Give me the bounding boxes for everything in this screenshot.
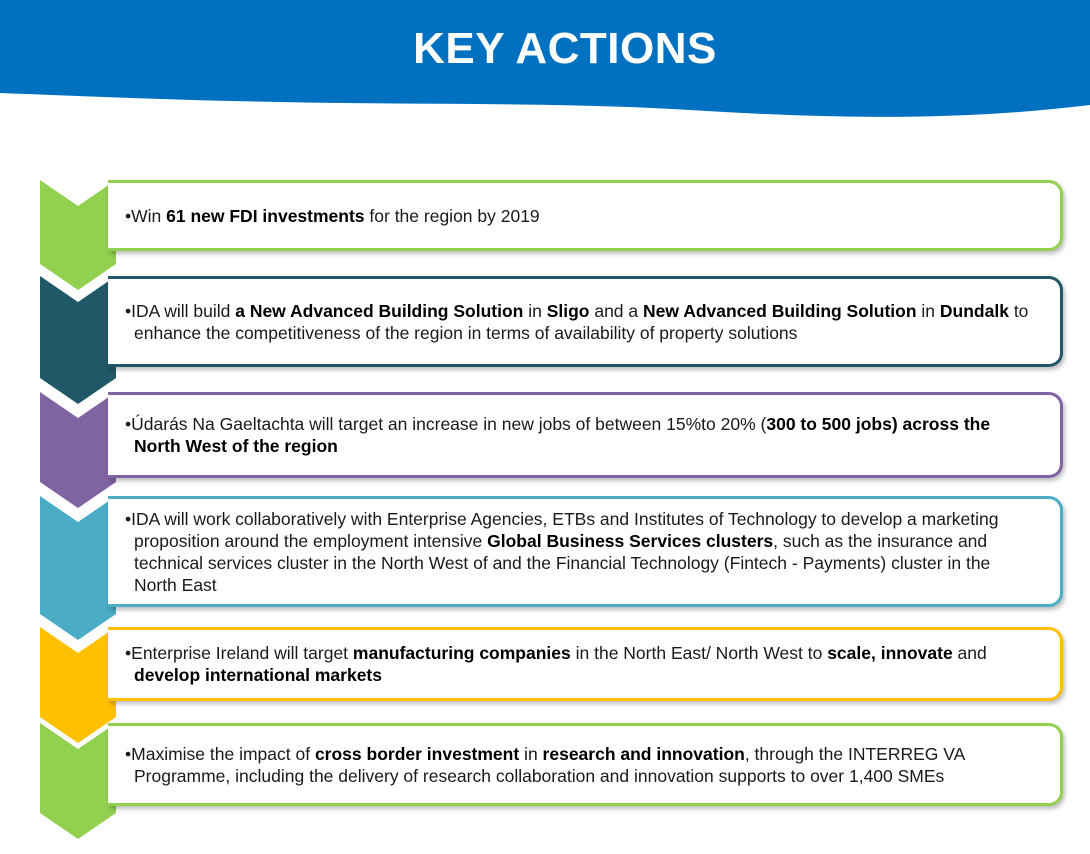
- action-text-bold-run: New Advanced Building Solution: [643, 300, 917, 321]
- action-text-run: , through the INTERREG VA Programme, including the delivery of research collaboration and innovation supports to over 1,400 SMEs: [134, 743, 965, 786]
- chevron-arrow-icon: [40, 392, 116, 508]
- action-text-bold-run: Dundalk: [939, 300, 1009, 321]
- bullet-dot-icon: •: [125, 205, 132, 226]
- action-box: [108, 180, 1063, 251]
- action-text-run: in: [523, 300, 547, 321]
- action-text-run: in: [916, 300, 940, 321]
- bullet-dot-icon: •: [125, 743, 132, 764]
- bullet-dot-icon: •: [125, 643, 132, 663]
- action-text-bold-run: develop international markets: [134, 665, 382, 685]
- action-text: [125, 642, 1036, 686]
- action-item-3: [0, 392, 1090, 508]
- action-text-run: and a: [589, 300, 644, 321]
- bullet-dot-icon: •: [125, 508, 132, 529]
- action-text: [125, 413, 1036, 457]
- action-box: [108, 723, 1063, 806]
- action-box: [108, 496, 1063, 607]
- action-box: [108, 627, 1063, 701]
- action-item-4: [0, 496, 1090, 640]
- action-text: [125, 508, 1036, 596]
- chevron-arrow-icon: [40, 723, 116, 839]
- action-text-run: Údarás Na Gaeltachta will target an increase in new jobs of between 15%to 20% (: [131, 414, 767, 434]
- action-text-run: , such as the insurance and technical services cluster in the North West of and the Financial Technology (Fintech - Payments) cluster in the North East: [134, 530, 991, 595]
- action-item-1: [0, 180, 1090, 290]
- action-text-run: for the region by 2019: [364, 205, 540, 226]
- action-text-run: and: [952, 643, 987, 663]
- action-text-bold-run: scale, innovate: [827, 643, 953, 663]
- bullet-dot-icon: •: [125, 300, 132, 321]
- chevron-arrow-icon: [40, 180, 116, 290]
- action-text-bold-run: Sligo: [546, 300, 590, 321]
- action-text-run: Maximise the impact of: [131, 743, 315, 764]
- action-box: [108, 392, 1063, 478]
- action-text-bold-run: a New Advanced Building Solution: [235, 300, 524, 321]
- action-text-bold-run: 300 to 500 jobs) across the North West of the region: [134, 414, 991, 456]
- header-banner: [0, 0, 1090, 125]
- chevron-arrow-icon: [40, 496, 116, 640]
- action-text: [125, 205, 1036, 227]
- action-text-run: IDA will work collaboratively with Enterprise Agencies, ETBs and Institutes of Technology to develop a marketing proposition around the employment intensive: [131, 508, 999, 551]
- action-text-run: in: [519, 743, 543, 764]
- action-item-2: [0, 276, 1090, 404]
- action-text: [125, 743, 1036, 787]
- action-text-bold-run: Global Business Services clusters: [487, 530, 774, 551]
- page-title: KEY ACTIONS: [413, 24, 717, 73]
- action-text-run: Win: [131, 205, 167, 226]
- action-text-bold-run: research and innovation: [542, 743, 745, 764]
- action-text: [125, 300, 1036, 344]
- action-text-bold-run: manufacturing companies: [352, 643, 571, 663]
- action-text-run: Enterprise Ireland will target: [131, 643, 353, 663]
- action-text-bold-run: 61 new FDI investments: [166, 205, 365, 226]
- action-item-6: [0, 723, 1090, 839]
- action-text-bold-run: cross border investment: [314, 743, 520, 764]
- action-text-run: to enhance the competitiveness of the region in terms of availability of property solutions: [134, 300, 1029, 343]
- action-box: [108, 276, 1063, 367]
- bullet-dot-icon: •: [125, 414, 132, 434]
- chevron-arrow-icon: [40, 276, 116, 404]
- action-text-run: in the North East/ North West to: [570, 643, 828, 663]
- action-text-run: IDA will build: [131, 300, 236, 321]
